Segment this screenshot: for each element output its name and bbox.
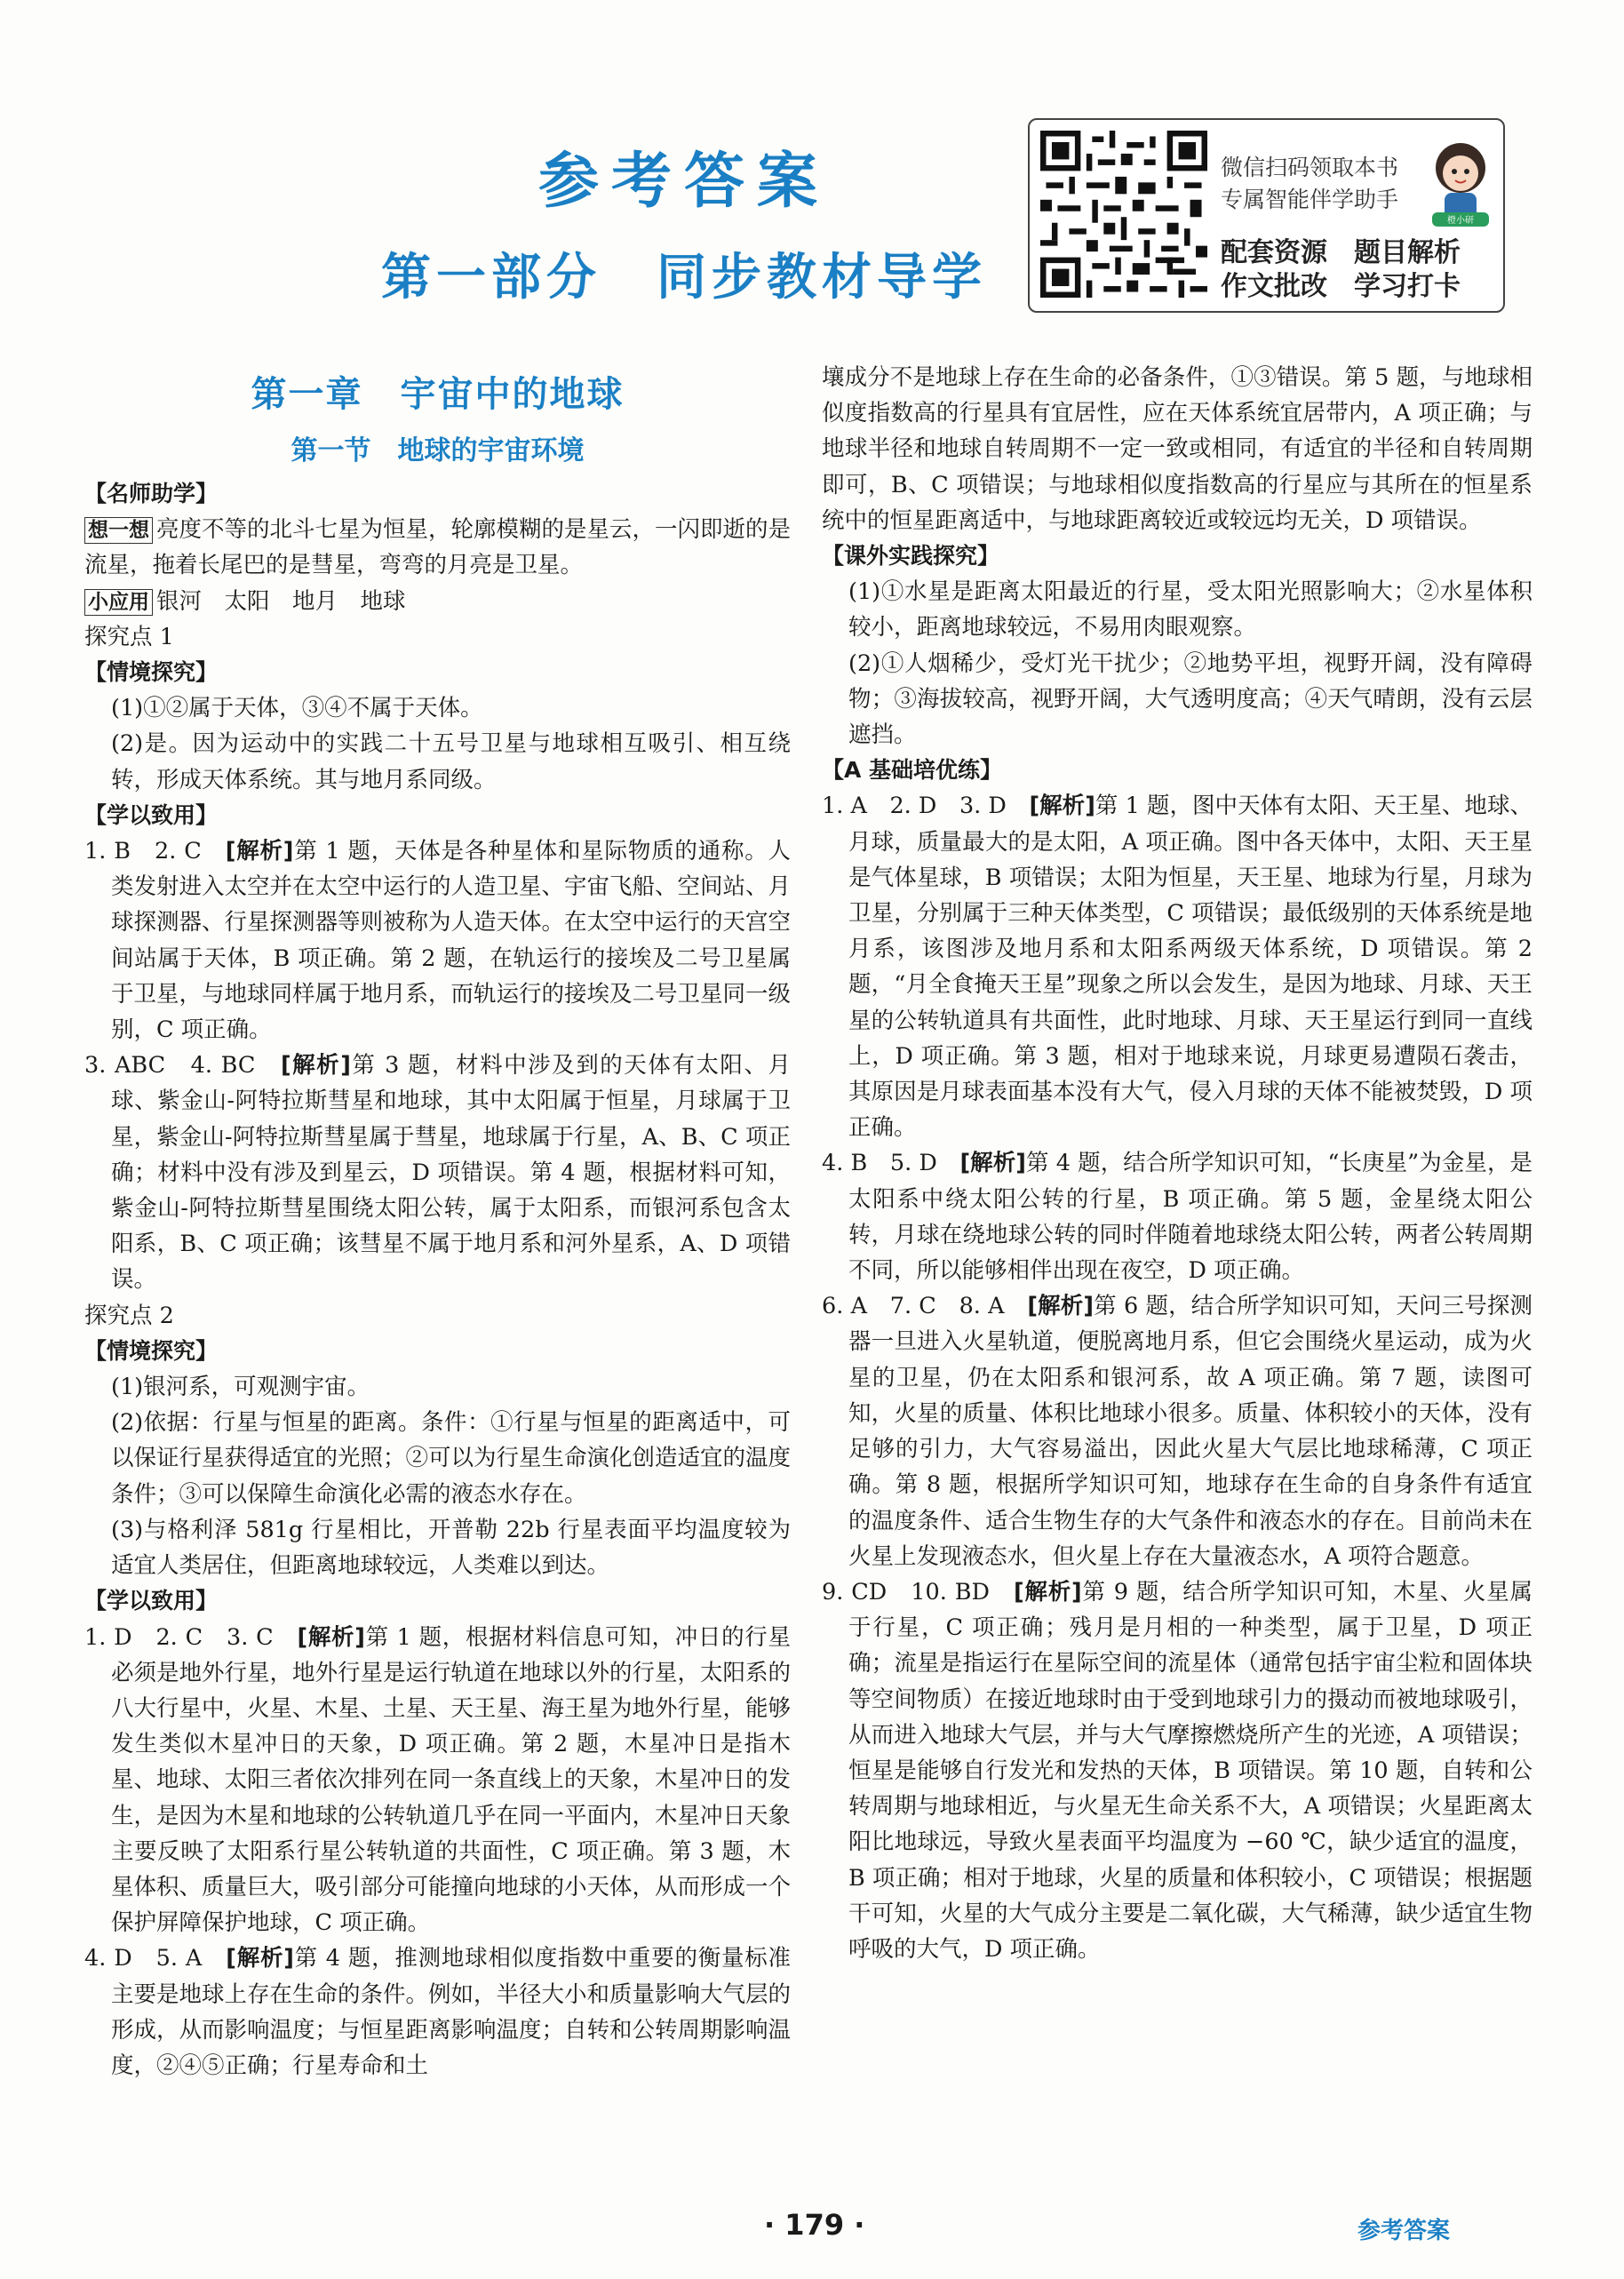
jiexi-label: [解析] — [1014, 1578, 1082, 1606]
xueyi1-answer-a — [84, 833, 791, 1048]
page-number: · 179 · — [764, 2208, 865, 2242]
heading-kewai: 【课外实践探究】 — [822, 543, 1000, 570]
jiexi-label: [解析] — [226, 1945, 294, 1972]
answer-keys: 4. D 5. A — [84, 1945, 227, 1972]
jiexi-label: [解析] — [959, 1150, 1026, 1177]
answer-keys: 4. B 5. D — [822, 1150, 960, 1177]
section-title: 第一节 地球的宇宙环境 — [291, 435, 585, 466]
xueyi2-answer-a — [84, 1620, 791, 1941]
qingjing2-item3: (3)与格利泽 581g 行星相比，开普勒 22b 行星表面平均温度较为适宜人类居住，但距离地球较远，人类难以到达。 — [111, 1516, 791, 1580]
qr-line-3: 配套资源 题目解析 — [1221, 237, 1461, 268]
left-column — [84, 347, 791, 2084]
xueyi2-answer-b — [84, 1940, 791, 2084]
right-column — [822, 360, 1532, 1967]
a-answer-1 — [822, 788, 1532, 1145]
answer-explanation: 第 1 题，根据材料信息可知，冲日的行星必须是地外行星，地外行星是运行轨道在地球以外的行星，太阳系的八大行星中，火星、木星、土星、天王星、海王星为地外行星，能够发生类似木星冲日的天象，D 项正确。第 2 题，木星冲日是指木星、地球、太阳三者依次排列在同一条直线上的天象，木星冲日的发生，是因为木星和地球的公转轨道几乎在同一平面内，木星冲日天象主要反映了太阳系行星公转轨道的共面性，C 项正确。第 3 题，木星体积、质量巨大，吸引部分可能撞向地球的小天体，从而形成一个保护屏障保护地球，C 项正确。 — [111, 1623, 792, 1937]
continued-text: 壤成分不是地球上存在生命的必备条件，①③错误。第 5 题，与地球相似度指数高的行星具有宜居性，应在天体系统宜居带内，A 项正确；与地球半径和地球自转周期不一定一致或相同，有适宜的半径和自转周期即可，B、C 项错误；与地球相似度指数高的行星应与其所在的恒星系统中的恒星距离适中，与地球距离较近或较远均无关，D 项错误。 — [822, 364, 1532, 534]
jiexi-label: [解析] — [297, 1623, 365, 1651]
answer-keys: 3. ABC 4. BC — [84, 1052, 281, 1080]
qingjing2-item2: (2)依据：行星与恒星的距离。条件：①行星与恒星的距离适中，可以保证行星获得适宜的光照；②可以为行星生命演化创造适宜的温度条件；③可以保障生命演化必需的液态水存在。 — [111, 1409, 792, 1508]
xueyi1-answer-b — [84, 1048, 791, 1297]
page-main-title: 参考答案 — [537, 146, 830, 217]
tag-xiaoyingyong: 小应用 — [84, 589, 153, 616]
svg-text:橙小研: 橙小研 — [1447, 216, 1474, 226]
chapter-title: 第一章 宇宙中的地球 — [251, 374, 625, 415]
qr-promo-panel — [1028, 118, 1505, 313]
answer-explanation: 第 4 题，结合所学知识可知，“长庚星”为金星，是太阳系中绕太阳公转的行星，B 项正确。第 5 题，金星绕太阳公转，月球在绕地球公转的同时伴随着地球绕太阳公转，两者公转周期不同，所以能够相伴出现在夜空，D 项正确。 — [848, 1150, 1533, 1285]
footer-label: 参考答案 — [1357, 2218, 1451, 2244]
qr-line-4: 作文批改 学习打卡 — [1221, 271, 1461, 302]
answer-explanation: 第 3 题，材料中涉及到的天体有太阳、月球、紫金山-阿特拉斯彗星和地球，其中太阳属于恒星，月球属于卫星，紫金山-阿特拉斯彗星属于彗星，地球属于行星，A、B、C 项正确；材料中没有涉及到星云，D 项错误。第 4 题，根据材料可知，紫金山-阿特拉斯彗星围绕太阳公转，属于太阳系，而银河系包含太阳系，B、C 项正确；该彗星不属于地月系和河外星系，A、D 项错误。 — [111, 1052, 792, 1294]
answer-explanation: 第 1 题，天体是各种星体和星际物质的通称。人类发射进入太空并在太空中运行的人造卫星、宇宙飞船、空间站、月球探测器、行星探测器等则被称为人造天体。在太空中运行的天宫空间站属于天体，B 项正确。第 2 题，在轨运行的接埃及二号卫星属于卫星，与地球同样属于地月系，而轨运行的接埃及二号卫星同一级别，C 项正确。 — [111, 838, 792, 1044]
qingjing2-item1: (1)银河系，可观测宇宙。 — [111, 1374, 370, 1401]
xiaoyingyong-para — [84, 584, 791, 619]
answer-keys: 1. A 2. D 3. D — [822, 793, 1030, 820]
xiangyixiang-para — [84, 512, 791, 583]
qr-line-2: 专属智能伴学助手 — [1221, 187, 1399, 212]
answer-explanation: 第 6 题，结合所学知识可知，天问三号探测器一旦进入火星轨道，便脱离地月系，但它会围绕火星运动，成为火星的卫星，仍在太阳系和银河系，故 A 项正确。第 7 题，读图可知，火星的质量、体积比地球小很多。质量、体积较小的天体，没有足够的引力，大气容易溢出，因此火星大气层比地球稀薄，C 项正确。第 8 题，根据所学知识可知，地球存在生命的自身条件有适宜的温度条件、适合生物生存的大气条件和液态水的存在。目前尚未在火星上发现液态水，但火星上存在大量液态水，A 项符合题意。 — [848, 1293, 1533, 1570]
qr-line-1: 微信扫码领取本书 — [1221, 155, 1399, 180]
kewai-item2: (2)①人烟稀少，受灯光干扰少；②地势平坦，视野开阔，没有障碍物；③海拔较高，视野开阔，大气透明度高；④天气晴朗，没有云层遮挡。 — [848, 649, 1532, 749]
heading-xueyi-1: 【学以致用】 — [84, 801, 219, 828]
mascot-icon — [1425, 132, 1496, 230]
answer-explanation: 第 1 题，图中天体有太阳、天王星、地球、月球，质量最大的是太阳，A 项正确。图中各天体中，太阳、天王星是气体星球，B 项错误；太阳为恒星，天王星、地球为行星，月球为卫星，分别属于三种天体类型，C 项错误；最低级别的天体系统是地月系，该图涉及地月系和太阳系两级天体系统，D 项错误。第 2 题，“月全食掩天王星”现象之所以会发生，是因为地球、月球、天王星的公转轨道具有共面性，此时地球、月球、天王星运行到同一直线上，D 项正确。第 3 题，相对于地球来说，月球更易遭陨石袭击，其原因是月球表面基本没有大气，侵入月球的天体不能被焚毁，D 项正确。 — [848, 793, 1532, 1142]
a-answer-2 — [822, 1145, 1532, 1288]
jiexi-label: [解析] — [1029, 793, 1095, 820]
a-answer-3 — [822, 1288, 1532, 1574]
heading-xueyi-2: 【学以致用】 — [84, 1588, 219, 1614]
part-title: 第一部分 同步教材导学 — [381, 248, 987, 307]
tag-xiangyixiang: 想一想 — [84, 517, 153, 544]
tanjiu-1: 探究点 1 — [84, 623, 174, 650]
tanjiu-2: 探究点 2 — [84, 1302, 174, 1329]
a-answer-4 — [822, 1574, 1532, 1967]
qr-code-icon[interactable] — [1040, 131, 1207, 298]
answer-keys: 6. A 7. C 8. A — [822, 1293, 1028, 1320]
heading-qingjing-1: 【情境探究】 — [84, 659, 219, 686]
answer-explanation: 第 4 题，推测地球相似度指数中重要的衡量标准主要是地球上存在生命的条件。例如，半径大小和质量影响大气层的形成，从而影响温度；与恒星距离影响温度；自转和公转周期影响温度，②④⑤正确；行星寿命和土 — [111, 1945, 792, 2079]
kewai-item1: (1)①水星是距离太阳最近的行星，受太阳光照影响大；②水星体积较小，距离地球较远，不易用肉眼观察。 — [848, 578, 1532, 641]
xiangyixiang-text: 亮度不等的北斗七星为恒星，轮廓模糊的是星云，一闪即逝的是流星，拖着长尾巴的是彗星，弯弯的月亮是卫星。 — [84, 516, 792, 579]
jiexi-label: [解析] — [225, 838, 294, 865]
answer-keys: 1. D 2. C 3. C — [84, 1623, 298, 1651]
answer-keys: 9. CD 10. BD — [822, 1578, 1014, 1606]
heading-qingjing-2: 【情境探究】 — [84, 1337, 219, 1364]
qingjing1-item1: (1)①②属于天体，③④不属于天体。 — [111, 695, 483, 722]
answer-explanation: 第 9 题，结合所学知识可知，木星、火星属于行星，C 项正确；残月是月相的一种类型，属于卫星，D 项正确；流星是指运行在星际空间的流星体（通常包括宇宙尘粒和固体块等空间物质）在接近地球时由于受到地球引力的摄动而被地球吸引，从而进入地球大气层，并与大气摩擦燃烧所产生的光迹，A 项错误；恒星是能够自行发光和发热的天体，B 项错误。第 10 题，自转和公转周期与地球相近，与火星无生命关系不大，A 项错误；火星距离太阳比地球远，导致火星表面平均温度为 −60 ℃，缺少适宜的温度，B 项正确；相对于地球，火星的质量和体积较小，C 项错误；根据题干可知，火星的大气成分主要是二氧化碳，大气稀薄，缺少适宜生物呼吸的大气，D 项正确。 — [848, 1578, 1533, 1963]
heading-mingshi: 【名师助学】 — [84, 481, 219, 506]
xiaoyingyong-text: 银河 太阳 地月 地球 — [156, 587, 406, 615]
answer-keys: 1. B 2. C — [84, 838, 226, 865]
heading-a-jichu: 【A 基础培优练】 — [822, 757, 1003, 784]
jiexi-label: [解析] — [1027, 1293, 1095, 1320]
jiexi-label: [解析] — [280, 1052, 351, 1080]
qingjing1-item2: (2)是。因为运动中的实践二十五号卫星与地球相互吸引、相互绕转，形成天体系统。其与地月系同级。 — [111, 730, 791, 793]
